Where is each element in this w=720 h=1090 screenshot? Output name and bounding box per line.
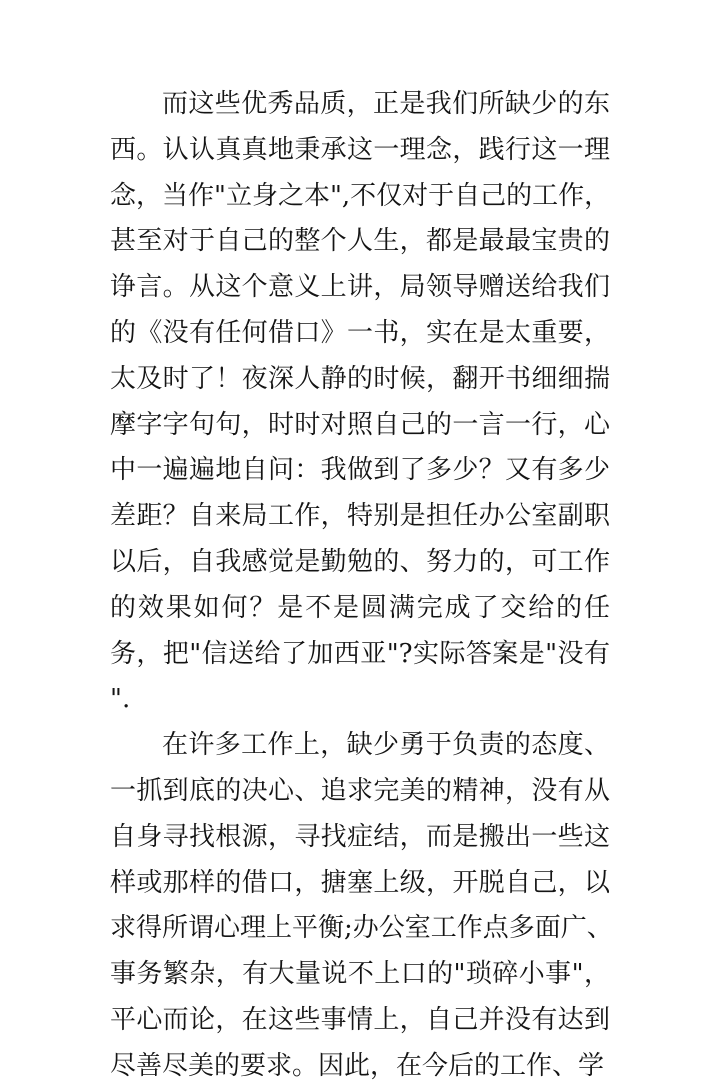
text-line: 太及时了！夜深人静的时候，翻开书细细揣 — [110, 363, 610, 394]
text-line: 诤言。从这个意义上讲，局领导赠送给我们 — [110, 272, 610, 303]
text-line: 差距？自来局工作，特别是担任办公室副职 — [110, 501, 610, 532]
text-line: 尽善尽美的要求。因此，在今后的工作、学 — [110, 1050, 605, 1081]
body-text — [110, 82, 613, 1090]
text-line: 而这些优秀品质，正是我们所缺少的东 — [162, 89, 610, 119]
text-line: 务，把"信送给了加西亚"?实际答案是"没有 — [110, 638, 610, 669]
text-line: 西。认认真真地秉承这一理念，践行这一理 — [110, 134, 610, 165]
text-line: 摩字字句句，时时对照自己的一言一行，心 — [110, 409, 610, 440]
text-line: 中一遍遍地自问：我做到了多少？又有多少 — [110, 455, 610, 486]
text-line: 样或那样的借口，搪塞上级，开脱自己，以 — [110, 867, 610, 898]
text-line: 事务繁杂，有大量说不上口的"琐碎小事"， — [110, 959, 610, 990]
paragraph-2 — [110, 723, 613, 1089]
text-line: 一抓到底的决心、追求完美的精神，没有从 — [110, 775, 610, 806]
text-line: 平心而论，在这些事情上，自己并没有达到 — [110, 1004, 610, 1035]
text-line: ". — [110, 684, 131, 715]
text-line: 求得所谓心理上平衡;办公室工作点多面广、 — [110, 913, 613, 944]
text-line: 甚至对于自己的整个人生，都是最最宝贵的 — [110, 226, 610, 257]
text-line: 念，当作"立身之本",不仅对于自己的工作， — [110, 180, 611, 211]
text-line: 自身寻找根源，寻找症结，而是搬出一些这 — [110, 821, 610, 852]
text-line: 在许多工作上，缺少勇于负责的态度、 — [162, 730, 610, 761]
text-line: 的《没有任何借口》一书，实在是太重要， — [110, 317, 610, 348]
paragraph-1 — [110, 82, 610, 723]
text-line: 以后，自我感觉是勤勉的、努力的，可工作 — [110, 546, 610, 577]
text-line: 的效果如何？是不是圆满完成了交给的任 — [110, 592, 610, 623]
